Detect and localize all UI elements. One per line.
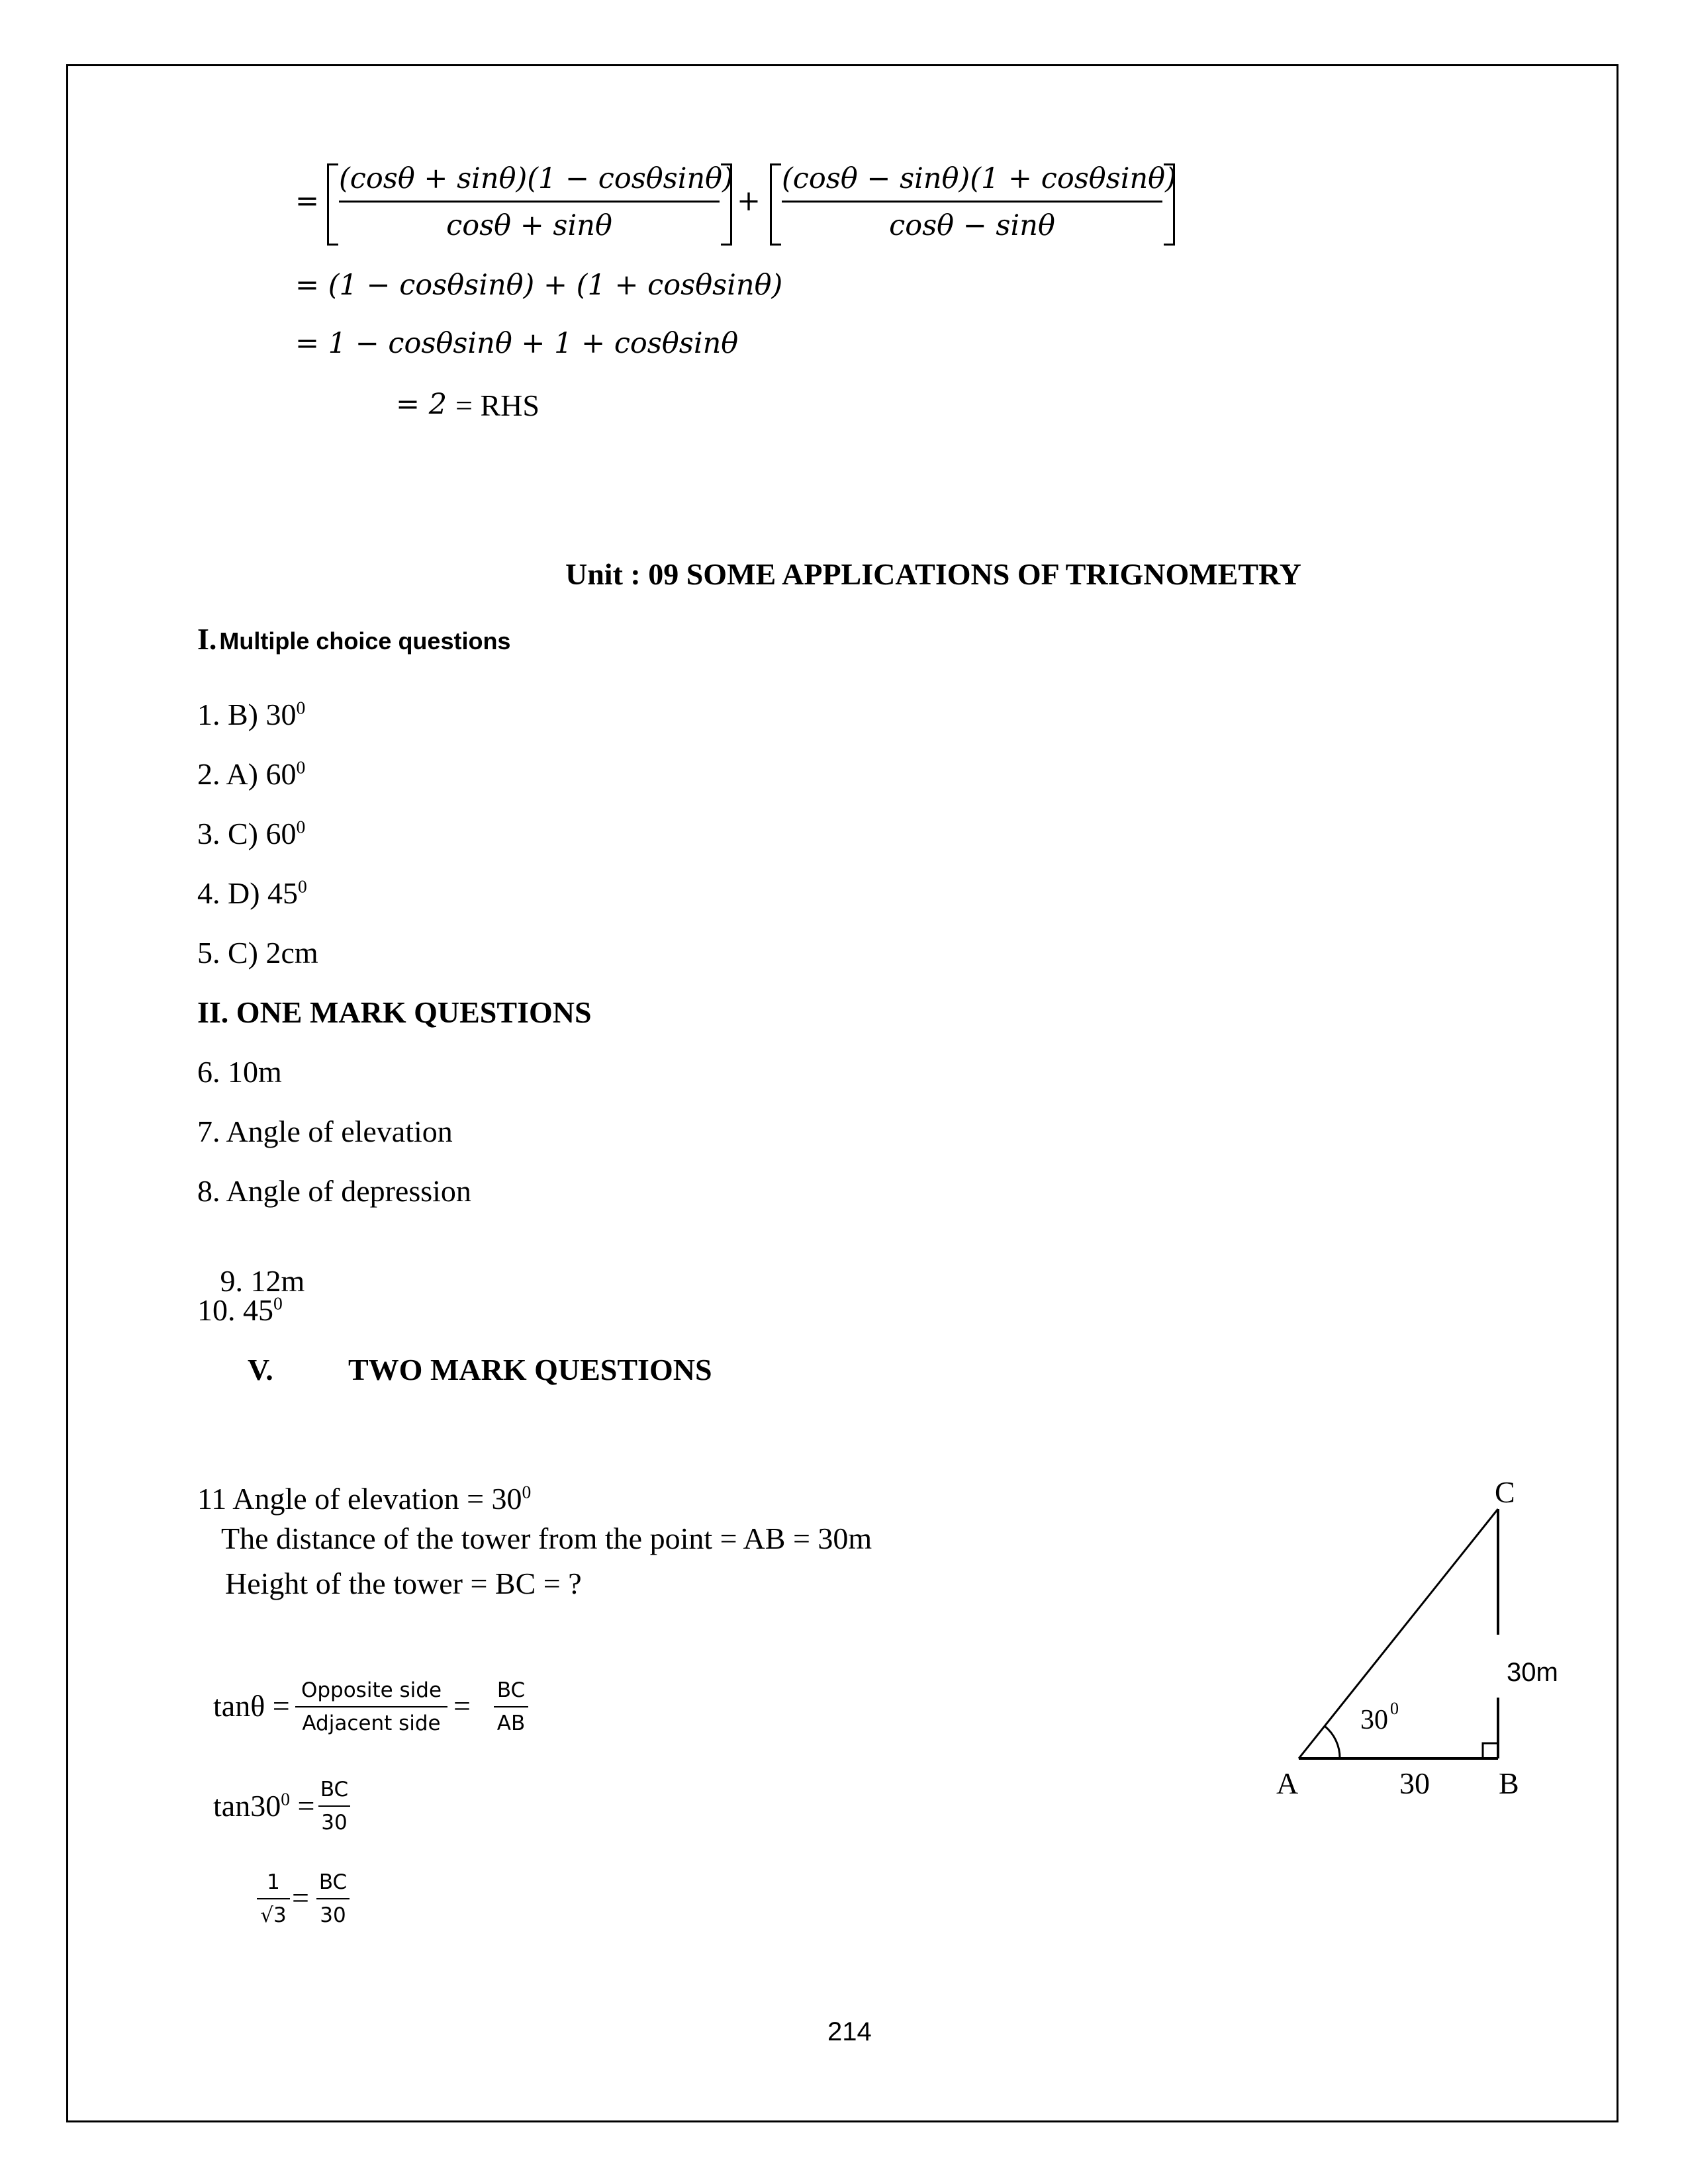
one-mark-item-10-label: 10. 45 <box>197 1293 273 1327</box>
vertex-label-a: A <box>1276 1766 1299 1800</box>
tan30-equals: = <box>290 1789 315 1823</box>
mcq-item-1-label: 1. B) 30 <box>197 698 297 731</box>
bc-30-fraction <box>318 1778 350 1835</box>
left-bracket-1 <box>327 163 338 246</box>
thirty-label: 30 <box>321 1811 348 1835</box>
bc-label: BC <box>318 1870 348 1894</box>
fraction-2-numerator: (cosθ − sinθ)(1 + cosθsinθ) <box>782 162 1176 195</box>
right-angle-marker <box>1483 1743 1498 1758</box>
bc-ab-fraction <box>494 1678 528 1735</box>
proof-rhs: = RHS <box>455 388 539 422</box>
ab-label: AB <box>496 1711 526 1735</box>
section-1-title: Multiple choice questions <box>219 627 511 655</box>
bc-30-bar <box>318 1805 350 1807</box>
one-mark-item-7-label: 7. Angle of elevation <box>197 1115 453 1148</box>
root3-equals: = <box>292 1881 309 1915</box>
triangle-hypotenuse-ac <box>1299 1509 1498 1758</box>
opp-adj-fraction <box>295 1678 447 1735</box>
q11-line-1 <box>197 1481 532 1516</box>
section-2-heading: II. ONE MARK QUESTIONS <box>197 995 592 1029</box>
q11-line-2: The distance of the tower from the point = AB = 30m <box>221 1522 872 1555</box>
section-1-heading <box>197 624 510 655</box>
proof-plus: + <box>737 185 761 218</box>
degree-sup: 0 <box>522 1481 532 1502</box>
one-label: 1 <box>267 1870 280 1894</box>
sqrt3-label: √3 <box>260 1903 287 1927</box>
thirty-label: 30 <box>320 1903 346 1927</box>
mcq-item-3 <box>197 816 306 850</box>
page-number: 214 <box>827 2017 872 2046</box>
degree-sup: 0 <box>296 756 306 778</box>
degree-sup: 0 <box>296 816 306 837</box>
one-root3-bar <box>257 1898 290 1899</box>
left-bracket-2 <box>770 163 781 246</box>
fraction-1-numerator: (cosθ + sinθ)(1 − cosθsinθ) <box>339 162 733 195</box>
one-mark-item-8 <box>197 1176 471 1206</box>
mcq-item-5-label: 5. C) 2cm <box>197 936 318 970</box>
mcq-item-2-label: 2. A) 60 <box>197 757 297 791</box>
mcq-item-4 <box>197 878 307 909</box>
mcq-item-3-label: 3. C) 60 <box>197 817 297 850</box>
unit-title: Unit : 09 SOME APPLICATIONS OF TRIGNOMETRY <box>565 557 1301 591</box>
vertex-label-c: C <box>1495 1475 1515 1509</box>
mcq-item-4-label: 4. D) 45 <box>197 876 299 910</box>
fraction-1-bar <box>339 201 720 203</box>
right-bracket-2 <box>1164 163 1175 246</box>
bc-label: BC <box>496 1678 526 1702</box>
degree-sup: 0 <box>298 876 307 897</box>
one-mark-item-9 <box>197 1236 305 1297</box>
proof-line-3: = 1 − cosθsinθ + 1 + cosθsinθ <box>295 327 739 360</box>
fraction-1 <box>339 162 733 242</box>
tan-equals-2: = <box>453 1689 471 1723</box>
opp-adj-bar <box>295 1706 447 1707</box>
tan30-text: tan30 <box>213 1789 281 1823</box>
q11-line-3: Height of the tower = BC = ? <box>225 1567 582 1600</box>
one-mark-item-7 <box>197 1116 453 1147</box>
bc-30-bar-2 <box>316 1898 350 1899</box>
mcq-item-2 <box>197 756 306 791</box>
right-bracket-1 <box>721 163 732 246</box>
bc-30-fraction-2 <box>316 1870 350 1927</box>
bc-label: BC <box>320 1778 349 1801</box>
section-5-numeral: V. <box>248 1353 273 1387</box>
one-mark-item-6-label: 6. 10m <box>197 1055 282 1089</box>
angle-arc <box>1325 1726 1340 1758</box>
section-5-title: TWO MARK QUESTIONS <box>348 1353 712 1387</box>
fraction-2-denominator: cosθ − sinθ <box>889 209 1055 242</box>
angle-degree-sup: 0 <box>1390 1699 1399 1718</box>
bc-ab-bar <box>494 1706 528 1707</box>
base-length-label: 30 <box>1399 1766 1430 1800</box>
degree-sup: 0 <box>273 1293 283 1314</box>
tan30-label <box>213 1788 315 1823</box>
triangle-diagram <box>1258 1469 1562 1813</box>
one-mark-item-6 <box>197 1057 282 1087</box>
q11-line-1-text: 11 Angle of elevation = 30 <box>197 1482 522 1516</box>
one-mark-item-9-label: 9. 12m <box>212 1264 305 1298</box>
fraction-2 <box>782 162 1176 242</box>
adjacent-side-label: Adjacent side <box>302 1711 441 1735</box>
angle-value-label: 30 <box>1360 1705 1388 1735</box>
degree-sup: 0 <box>296 697 306 718</box>
height-length-label: 30m <box>1507 1658 1558 1687</box>
proof-equals-1: = <box>295 185 320 218</box>
one-mark-item-10 <box>197 1295 283 1326</box>
degree-sup: 0 <box>281 1788 290 1809</box>
fraction-1-denominator: cosθ + sinθ <box>446 209 612 242</box>
proof-line-2: = (1 − cosθsinθ) + (1 + cosθsinθ) <box>295 269 783 302</box>
fraction-2-bar <box>782 201 1162 203</box>
section-1-numeral: I. <box>197 622 217 656</box>
one-root3-fraction <box>257 1870 290 1927</box>
opposite-side-label: Opposite side <box>301 1678 442 1702</box>
tan-theta-label: tanθ = <box>213 1689 290 1723</box>
one-mark-item-8-label: 8. Angle of depression <box>197 1174 471 1208</box>
mcq-item-1 <box>197 697 306 731</box>
proof-line-4: = 2 <box>396 388 447 421</box>
mcq-item-5 <box>197 938 318 968</box>
vertex-label-b: B <box>1499 1766 1519 1800</box>
